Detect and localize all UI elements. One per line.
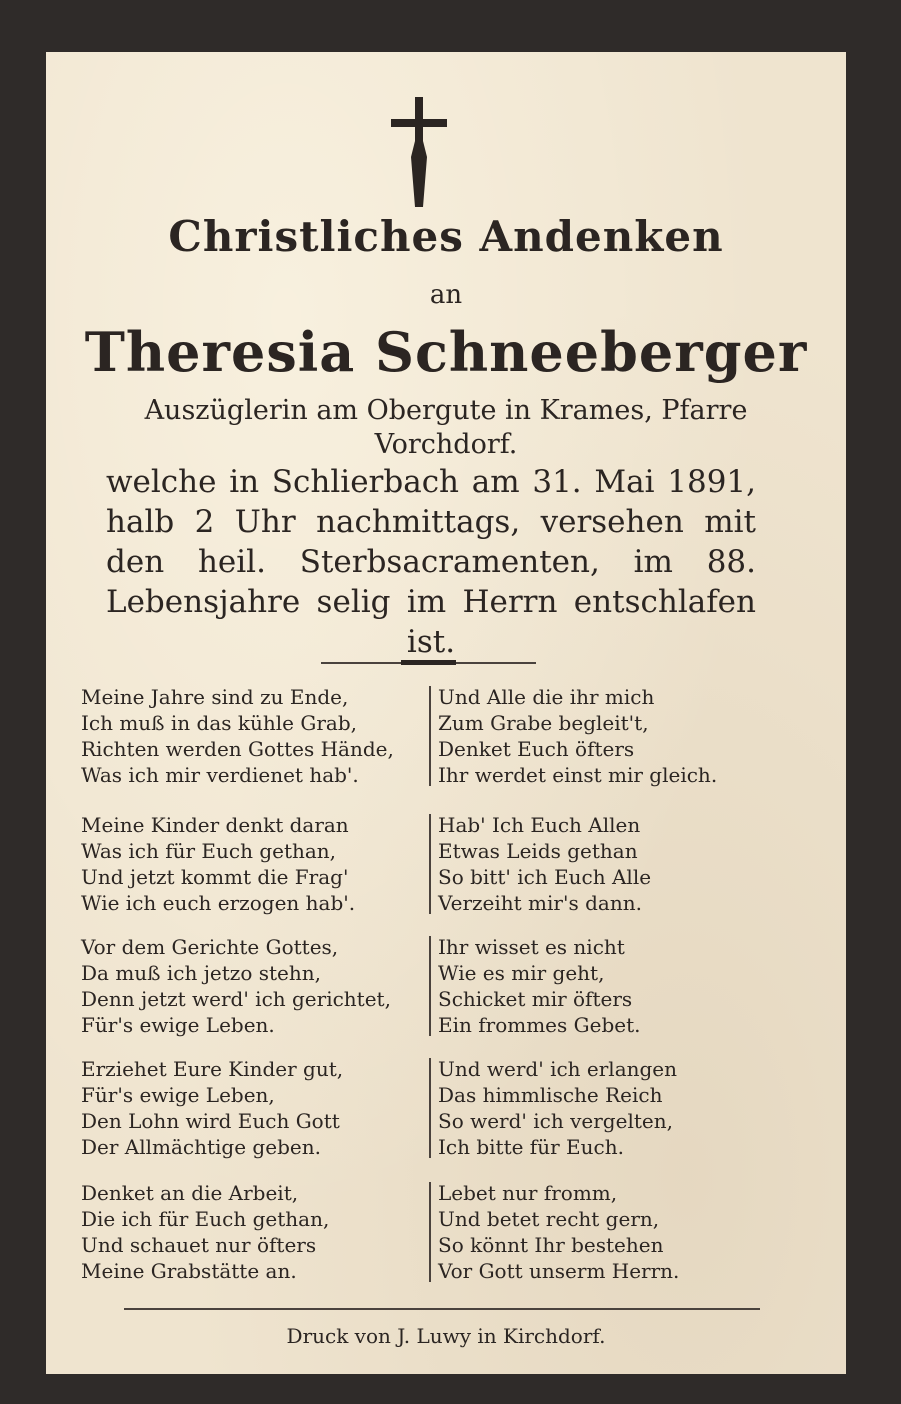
poem-line: So bitt' ich Euch Alle <box>438 865 652 889</box>
column-divider <box>429 1058 431 1158</box>
poem-line: Vor Gott unserm Herrn. <box>438 1259 680 1283</box>
poem-stanza-right-4 <box>438 1056 677 1160</box>
poem-line: Was ich für Euch gethan, <box>81 839 337 863</box>
poem-stanza-left-1 <box>81 684 394 788</box>
poem-line: So werd' ich vergelten, <box>438 1109 673 1133</box>
poem-line: Hab' Ich Euch Allen <box>438 813 641 837</box>
poem-line: Erziehet Eure Kinder gut, <box>81 1057 344 1081</box>
poem-line: Lebet nur fromm, <box>438 1181 618 1205</box>
poem-stanza-left-4 <box>81 1056 343 1160</box>
poem-stanza-left-5 <box>81 1180 329 1284</box>
poem-line: Denket an die Arbeit, <box>81 1181 299 1205</box>
poem-line: Und schauet nur öfters <box>81 1233 317 1257</box>
poem-stanza-right-3 <box>438 934 640 1038</box>
cross-icon <box>391 97 447 207</box>
occupation-line-1: Auszüglerin am Obergute in Krames, Pfarre <box>144 395 748 426</box>
poem-line: Vor dem Gerichte Gottes, <box>81 935 339 959</box>
ornamental-rule-center <box>401 660 456 665</box>
footer-rule <box>124 1308 760 1310</box>
biography-text: welche in Schlierbach am 31. Mai 1891, halb 2 Uhr nachmittags, versehen mit den heil. Sterbsacramenten, im 88. Lebensjahre selig im Herrn entschlafen ist. <box>106 464 756 660</box>
poem-stanza-right-5 <box>438 1180 679 1284</box>
poem-stanza-left-3 <box>81 934 391 1038</box>
poem-line: Meine Kinder denkt daran <box>81 813 349 837</box>
occupation-line-2: Vorchdorf. <box>374 429 518 460</box>
deceased-name: Theresia Schneeberger <box>84 320 808 384</box>
poem-line: Verzeiht mir's dann. <box>438 891 642 915</box>
poem-line: Ihr wisset es nicht <box>438 935 625 959</box>
poem-line: Ein frommes Gebet. <box>438 1013 641 1037</box>
column-divider <box>429 1182 431 1282</box>
poem-line: Schicket mir öfters <box>438 987 633 1011</box>
poem-line: Ich muß in das kühle Grab, <box>81 711 357 735</box>
column-divider <box>429 814 431 914</box>
poem-line: Meine Jahre sind zu Ende, <box>81 685 349 709</box>
poem-line: Was ich mir verdienet hab'. <box>81 763 359 787</box>
poem-line: Und werd' ich erlangen <box>438 1057 678 1081</box>
poem-line: Ihr werdet einst mir gleich. <box>438 763 718 787</box>
poem-line: Da muß ich jetzo stehn, <box>81 961 321 985</box>
poem-line: Den Lohn wird Euch Gott <box>81 1109 340 1133</box>
dedication-word: an <box>429 280 463 310</box>
poem-line: Das himmlische Reich <box>438 1083 663 1107</box>
column-divider <box>429 936 431 1036</box>
poem-line: Ich bitte für Euch. <box>438 1135 624 1159</box>
poem-line: Meine Grabstätte an. <box>81 1259 297 1283</box>
poem-line: Zum Grabe begleit't, <box>438 711 649 735</box>
poem-line: So könnt Ihr bestehen <box>438 1233 664 1257</box>
poem-line: Richten werden Gottes Hände, <box>81 737 394 761</box>
card-paper <box>46 52 846 1374</box>
poem-line: Denn jetzt werd' ich gerichtet, <box>81 987 391 1011</box>
printer-imprint: Druck von J. Luwy in Kirchdorf. <box>286 1324 606 1348</box>
occupation-text <box>46 394 846 462</box>
poem-line: Der Allmächtige geben. <box>81 1135 321 1159</box>
poem-line: Wie ich euch erzogen hab'. <box>81 891 356 915</box>
column-divider <box>429 686 431 786</box>
poem-line: Und Alle die ihr mich <box>438 685 655 709</box>
poem-line: Die ich für Euch gethan, <box>81 1207 330 1231</box>
poem-stanza-right-1 <box>438 684 717 788</box>
poem-line: Und betet recht gern, <box>438 1207 660 1231</box>
poem-line: Wie es mir geht, <box>438 961 605 985</box>
card-title: Christliches Andenken <box>168 212 724 261</box>
poem-line: Etwas Leids gethan <box>438 839 638 863</box>
poem-line: Für's ewige Leben, <box>81 1083 275 1107</box>
poem-line: Und jetzt kommt die Frag' <box>81 865 349 889</box>
poem-line: Für's ewige Leben. <box>81 1013 275 1037</box>
poem-stanza-left-2 <box>81 812 355 916</box>
poem-stanza-right-2 <box>438 812 651 916</box>
poem-line: Denket Euch öfters <box>438 737 635 761</box>
